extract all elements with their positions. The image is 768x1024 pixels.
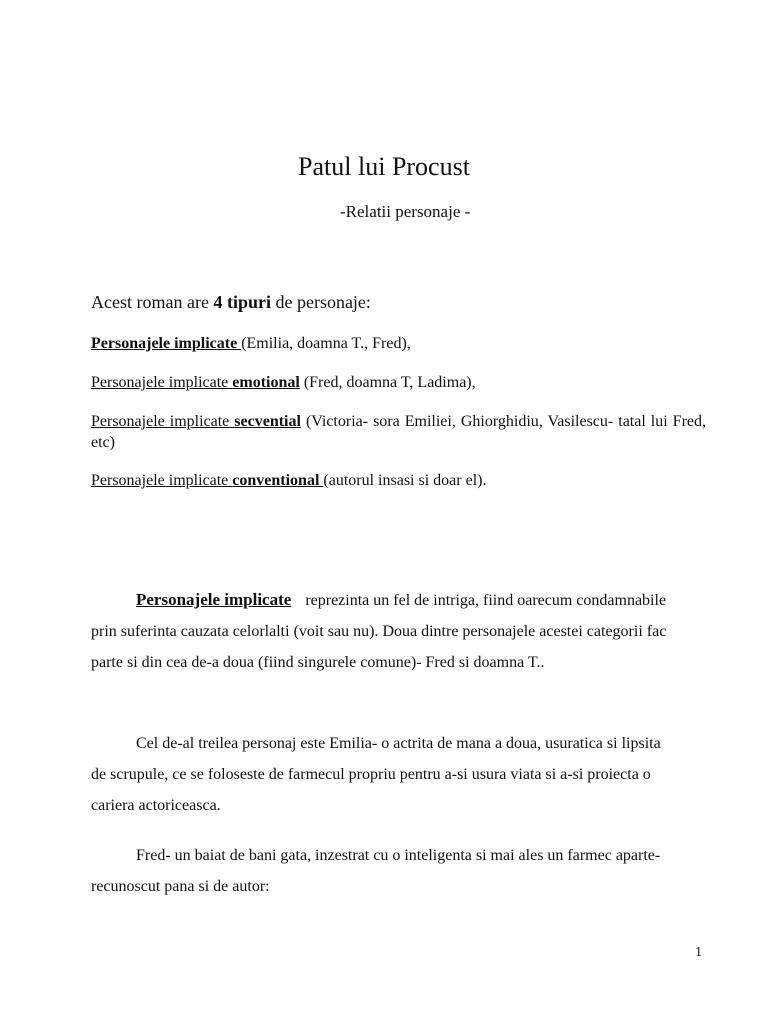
category-members: (autorul insasi si doar el). [323, 472, 487, 489]
paragraph-personaje-implicate [91, 584, 671, 678]
document-subtitle: -Relatii personaje - [340, 202, 471, 221]
paragraph-text: reprezinta un fel de intriga, fiind oarecum condamnabile prin suferinta cauzata celorlalti (voit sau nu). Doua dintre personajele acestei categorii fac parte si din cea de-a doua (fiind singurele comune)- Fred si doamna T.. [91, 592, 667, 671]
paragraph-emilia [91, 728, 671, 821]
category-item-implicate [91, 333, 706, 354]
document-title: Patul lui Procust [298, 152, 470, 181]
category-label: Personajele implicate [91, 472, 233, 489]
page-number: 1 [695, 945, 702, 960]
category-members: (Victoria- sora Emiliei, Ghiorghidiu, Vasilescu- tatal lui Fred, etc) [91, 413, 707, 451]
category-item-conventional [91, 470, 706, 491]
intro-bold: 4 tipuri [213, 292, 271, 312]
category-type: conventional [232, 472, 324, 489]
intro-text-after: de personaje: [270, 292, 371, 312]
category-label: ersonajele implicate [100, 335, 242, 352]
category-type: emotional [232, 374, 300, 391]
category-members: (Emilia, doamna T., Fred), [241, 335, 411, 352]
category-label: Personajele implicate [91, 374, 233, 391]
intro-text-before: Acest roman are [91, 292, 214, 312]
category-first-letter: P [91, 335, 101, 352]
paragraph-text: Fred- un baiat de bani gata, inzestrat cu o inteligenta si mai ales un farmec aparte- recunoscut pana si de autor: [91, 847, 661, 895]
category-item-emotional [91, 372, 706, 393]
category-type: secvential [234, 413, 301, 430]
paragraph-text: Cel de-al treilea personaj este Emilia- o actrita de mana a doua, usuratica si lipsita de scrupule, ce se foloseste de farmecul propriu pentru a-si usura viata si a-si proiecta o cariera actoriceasca. [91, 735, 661, 814]
category-members: (Fred, doamna T, Ladima), [299, 374, 476, 391]
paragraph-fred [91, 840, 671, 902]
category-item-secvential [91, 411, 706, 453]
category-label: Personajele implicate [91, 413, 235, 430]
paragraph-lead: Personajele implicate [136, 590, 292, 609]
intro-line [91, 290, 371, 314]
